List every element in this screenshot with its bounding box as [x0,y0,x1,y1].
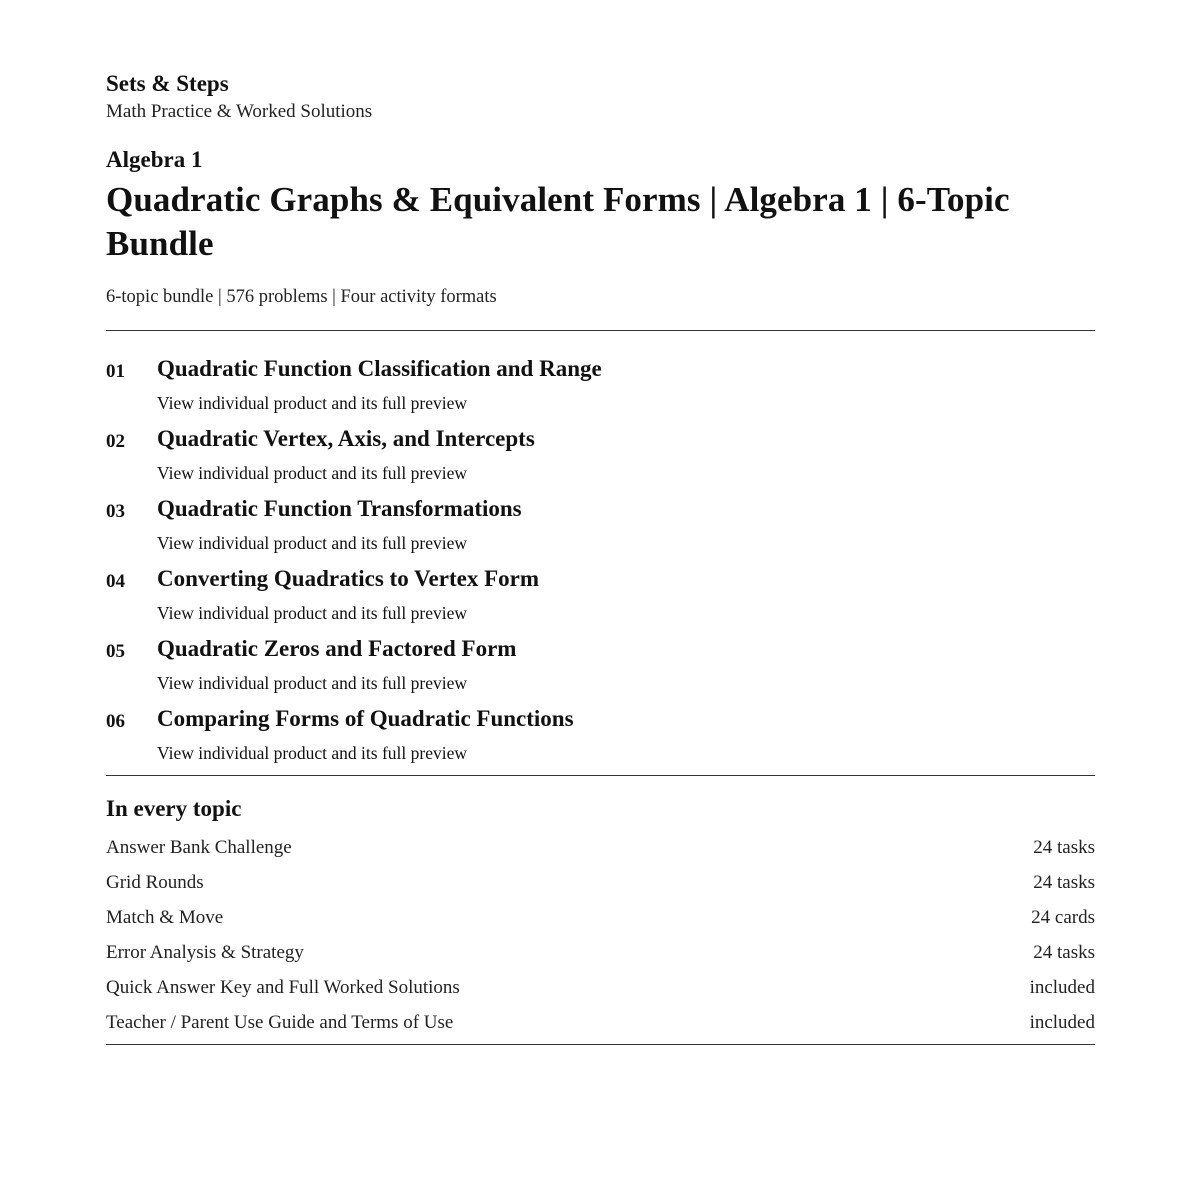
feature-row [106,903,1095,938]
feature-value: included [1029,977,1095,998]
feature-label: Grid Rounds [106,872,204,893]
view-product-link[interactable]: View individual product and its full preview [157,603,467,623]
product-page [106,68,1095,1045]
divider [106,330,1095,331]
page-title: Quadratic Graphs & Equivalent Forms | Algebra 1 | 6-Topic Bundle [106,180,1010,263]
view-product-link[interactable]: View individual product and its full preview [157,393,467,413]
section-heading: In every topic [106,796,242,821]
feature-row [106,833,1095,868]
view-product-link[interactable]: View individual product and its full preview [157,743,467,763]
feature-value: included [1029,1012,1095,1033]
feature-label: Answer Bank Challenge [106,837,292,858]
view-product-link[interactable]: View individual product and its full preview [157,463,467,483]
topic-title: Quadratic Function Classification and Range [157,356,602,381]
feature-label: Error Analysis & Strategy [106,942,304,963]
feature-row [106,973,1095,1008]
course-label: Algebra 1 [106,147,203,172]
feature-value: 24 tasks [1033,942,1095,963]
topic-item [106,563,1095,633]
feature-label: Match & Move [106,907,224,928]
feature-row [106,1008,1095,1043]
topic-number: 01 [106,361,125,382]
brand-header [106,68,1095,124]
brand-tagline: Math Practice & Worked Solutions [106,101,373,122]
feature-value: 24 tasks [1033,837,1095,858]
divider [106,775,1095,776]
feature-value: 24 tasks [1033,872,1095,893]
topic-number: 05 [106,641,125,662]
feature-label: Quick Answer Key and Full Worked Solutions [106,977,460,998]
topic-list [106,353,1095,773]
product-meta: 6-topic bundle | 576 problems | Four activity formats [106,287,497,307]
topic-item [106,633,1095,703]
feature-row [106,938,1095,973]
topic-item [106,353,1095,423]
topic-title: Quadratic Zeros and Factored Form [157,636,517,661]
topic-title: Quadratic Function Transformations [157,496,522,521]
topic-title: Quadratic Vertex, Axis, and Intercepts [157,426,535,451]
topic-title: Comparing Forms of Quadratic Functions [157,706,574,731]
view-product-link[interactable]: View individual product and its full preview [157,673,467,693]
divider [106,1044,1095,1045]
topic-item [106,493,1095,563]
topic-item [106,703,1095,773]
feature-list [106,833,1095,1043]
topic-number: 03 [106,501,125,522]
topic-title: Converting Quadratics to Vertex Form [157,566,539,591]
feature-value: 24 cards [1031,907,1095,928]
topic-number: 06 [106,711,125,732]
brand-name: Sets & Steps [106,71,229,96]
feature-label: Teacher / Parent Use Guide and Terms of Use [106,1012,454,1033]
topic-number: 02 [106,431,125,452]
feature-row [106,868,1095,903]
topic-item [106,423,1095,493]
topic-number: 04 [106,571,125,592]
view-product-link[interactable]: View individual product and its full preview [157,533,467,553]
